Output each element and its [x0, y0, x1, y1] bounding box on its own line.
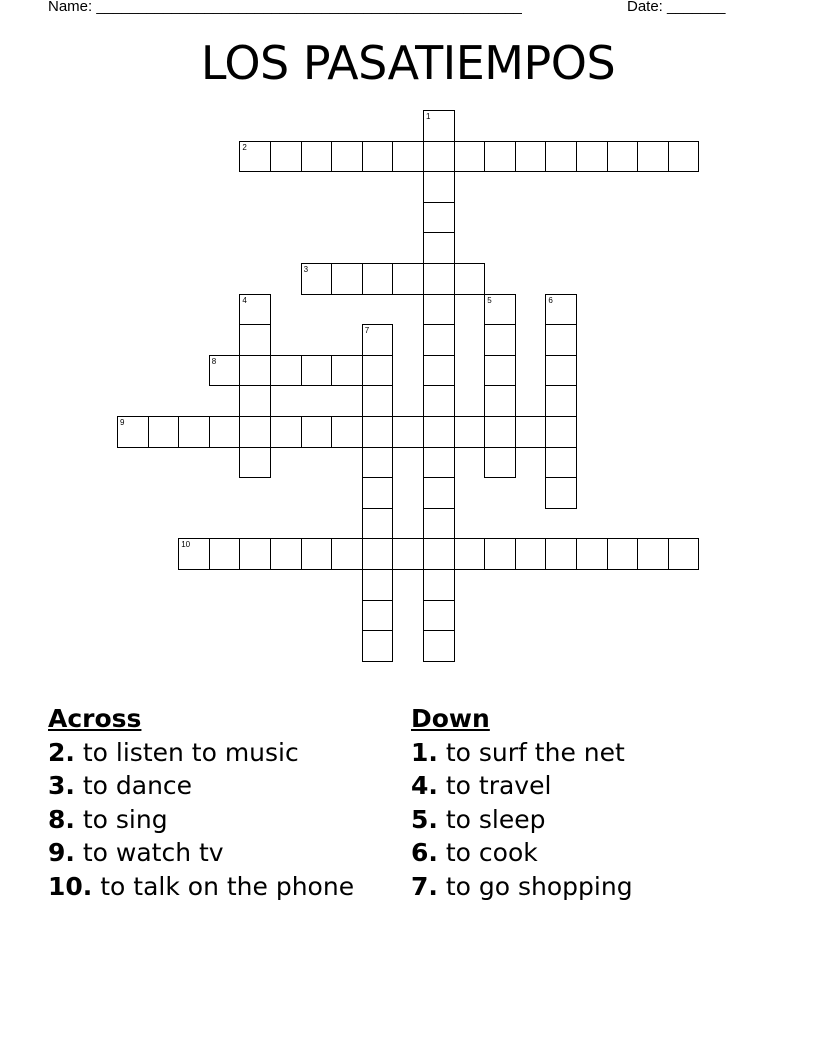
cell-number: 9 [120, 418, 125, 427]
clue-across-2 [48, 736, 354, 770]
clue-text: to sing [74, 804, 168, 834]
grid-cell[interactable] [545, 385, 577, 417]
grid-cell[interactable] [362, 538, 394, 570]
clue-number: 10. [48, 871, 93, 901]
grid-cell[interactable] [301, 538, 333, 570]
grid-cell[interactable] [209, 416, 241, 448]
cell-number: 10 [181, 540, 191, 550]
grid-cell[interactable] [607, 538, 639, 570]
clue-text: to watch tv [74, 838, 224, 868]
clue-number: 9. [48, 838, 75, 868]
clue-text: to cook [437, 838, 538, 868]
grid-cell[interactable] [454, 141, 486, 173]
grid-cell[interactable] [270, 416, 302, 448]
grid-cell[interactable] [178, 416, 210, 448]
grid-cell[interactable] [423, 447, 455, 479]
grid-cell[interactable] [148, 416, 180, 448]
clue-number: 6. [411, 838, 438, 868]
grid-cell[interactable] [423, 294, 455, 326]
clue-text: to go shopping [437, 871, 633, 901]
clue-number: 4. [411, 771, 438, 801]
clue-text: to surf the net [437, 737, 625, 767]
grid-cell[interactable] [515, 538, 547, 570]
clue-number: 3. [48, 771, 75, 801]
grid-cell[interactable] [362, 600, 394, 632]
grid-cell[interactable] [331, 141, 363, 173]
grid-cell[interactable] [484, 324, 516, 356]
grid-cell[interactable] [301, 355, 333, 387]
grid-cell[interactable] [239, 355, 271, 387]
grid-cell[interactable] [484, 385, 516, 417]
across-clues [48, 702, 354, 904]
clue-across-8 [48, 803, 354, 837]
grid-cell[interactable] [484, 416, 516, 448]
grid-cell[interactable] [362, 477, 394, 509]
clue-across-3 [48, 769, 354, 803]
grid-cell[interactable] [362, 141, 394, 173]
grid-cell[interactable] [545, 447, 577, 479]
grid-cell[interactable] [668, 141, 700, 173]
grid-cell[interactable] [668, 538, 700, 570]
grid-cell[interactable] [423, 569, 455, 601]
clue-number: 8. [48, 804, 75, 834]
grid-cell[interactable] [270, 355, 302, 387]
grid-cell[interactable] [484, 538, 516, 570]
clue-text: to dance [74, 771, 193, 801]
grid-cell[interactable] [637, 538, 669, 570]
clue-down-6 [411, 836, 633, 870]
clue-down-5 [411, 803, 633, 837]
clue-text: to listen to music [74, 737, 299, 767]
grid-cell[interactable] [423, 355, 455, 387]
grid-cell[interactable] [545, 141, 577, 173]
cell-number: 2 [242, 142, 247, 152]
grid-cell[interactable] [423, 232, 455, 264]
grid-cell[interactable] [423, 508, 455, 540]
clue-number: 1. [411, 737, 438, 767]
grid-cell[interactable] [423, 385, 455, 417]
grid-cell[interactable] [484, 447, 516, 479]
grid-cell[interactable] [545, 355, 577, 387]
grid-cell[interactable] [362, 385, 394, 417]
grid-cell[interactable] [454, 263, 486, 295]
cell-number: 3 [303, 265, 309, 274]
grid-cell[interactable] [607, 141, 639, 173]
grid-cell[interactable] [423, 416, 455, 448]
cell-number: 8 [211, 356, 217, 366]
grid-cell[interactable] [331, 263, 363, 295]
grid-cell[interactable] [423, 600, 455, 632]
cell-number: 6 [548, 295, 553, 305]
grid-cell[interactable] [423, 477, 455, 509]
grid-cell[interactable] [270, 538, 302, 570]
clue-down-4 [411, 769, 633, 803]
clue-text: to sleep [437, 804, 546, 834]
grid-cell[interactable] [576, 141, 608, 173]
cell-number: 1 [426, 112, 431, 121]
grid-cell[interactable] [301, 416, 333, 448]
grid-cell[interactable] [362, 630, 394, 662]
grid-cell[interactable] [423, 263, 455, 295]
grid-cell[interactable] [484, 355, 516, 387]
page-title: LOS PASATIEMPOS [200, 36, 616, 90]
clue-down-7 [411, 870, 633, 904]
grid-cell[interactable] [301, 141, 333, 173]
clue-number: 7. [411, 871, 438, 901]
name-line: Name: ___________________________________________________ [48, 0, 522, 15]
grid-cell[interactable] [454, 416, 486, 448]
grid-cell[interactable] [362, 416, 394, 448]
grid-cell[interactable] [239, 324, 271, 356]
grid-cell[interactable] [331, 538, 363, 570]
grid-cell[interactable] [545, 324, 577, 356]
grid-cell[interactable] [362, 508, 394, 540]
cell-number: 5 [487, 295, 492, 305]
grid-cell[interactable] [239, 447, 271, 479]
grid-cell[interactable] [362, 447, 394, 479]
grid-cell[interactable] [331, 355, 363, 387]
grid-cell[interactable] [392, 416, 424, 448]
grid-cell[interactable] [515, 416, 547, 448]
grid-cell[interactable] [392, 538, 424, 570]
grid-cell[interactable] [545, 416, 577, 448]
date-line: Date: _______ [627, 0, 726, 15]
grid-cell[interactable] [545, 538, 577, 570]
grid-cell[interactable] [423, 141, 455, 173]
grid-cell[interactable] [576, 538, 608, 570]
clue-text: to talk on the phone [92, 871, 355, 901]
clue-across-9 [48, 836, 354, 870]
clue-down-1 [411, 736, 633, 770]
grid-cell[interactable] [392, 141, 424, 173]
grid-cell[interactable] [423, 538, 455, 570]
grid-cell[interactable] [239, 538, 271, 570]
across-heading: Across [48, 704, 142, 733]
grid-cell[interactable] [423, 324, 455, 356]
grid-cell[interactable] [637, 141, 669, 173]
clue-number: 2. [48, 737, 75, 767]
grid-cell[interactable] [362, 263, 394, 295]
grid-cell[interactable] [454, 538, 486, 570]
grid-cell[interactable] [239, 385, 271, 417]
grid-cell[interactable] [362, 355, 394, 387]
cell-number: 7 [364, 326, 370, 336]
grid-cell[interactable] [423, 171, 455, 203]
grid-cell[interactable] [362, 569, 394, 601]
grid-cell[interactable] [545, 477, 577, 509]
clue-across-10 [48, 870, 354, 904]
cell-number: 4 [242, 295, 247, 305]
grid-cell[interactable] [484, 141, 516, 173]
grid-cell[interactable] [515, 141, 547, 173]
down-clues [411, 702, 633, 904]
grid-cell[interactable] [270, 141, 302, 173]
grid-cell[interactable] [423, 630, 455, 662]
clue-number: 5. [411, 804, 438, 834]
grid-cell[interactable] [392, 263, 424, 295]
grid-cell[interactable] [209, 538, 241, 570]
clue-text: to travel [437, 771, 552, 801]
grid-cell[interactable] [423, 202, 455, 234]
grid-cell[interactable] [331, 416, 363, 448]
down-heading: Down [411, 704, 490, 733]
grid-cell[interactable] [239, 416, 271, 448]
